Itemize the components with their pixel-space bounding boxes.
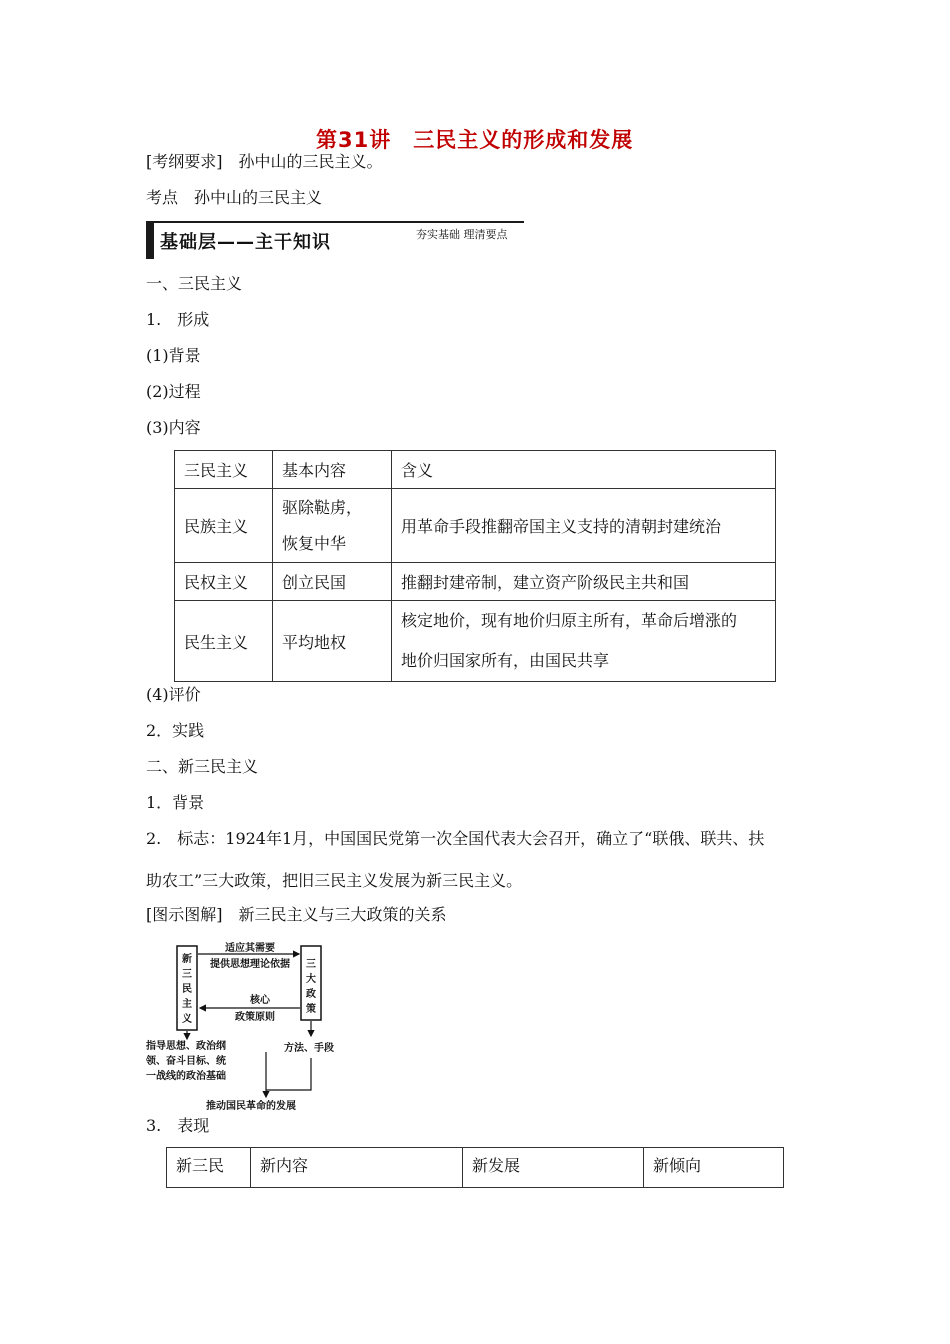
item-marker-line1: 2. 标志：1924年1月，中国国民党第一次全国代表大会召开，确立了“联俄、联共、扶: [146, 829, 765, 848]
item-manifestation: 3. 表现: [146, 1116, 210, 1135]
table-row: [175, 563, 776, 601]
item-evaluation: (4)评价: [146, 685, 201, 704]
left-box-char: 新: [182, 954, 192, 965]
new-principles-table: [166, 1147, 784, 1188]
left-box-char: 民: [182, 984, 192, 995]
item-background-2: 1．背景: [146, 793, 205, 812]
right-box-char: 三: [306, 959, 316, 970]
cell-line: 驱除鞑虏，: [282, 497, 363, 517]
left-note-line: 一战线的政治基础: [146, 1071, 226, 1082]
right-box-char: 政: [306, 989, 316, 1000]
table-header-cell: 新发展: [463, 1148, 644, 1188]
section-2-heading: 二、新三民主义: [146, 757, 259, 776]
section-1-heading: 一、三民主义: [146, 274, 243, 293]
table-header-cell: 新三民: [167, 1148, 251, 1188]
item-marker-line2: 助农工”三大政策，把旧三民主义发展为新三民主义。: [146, 871, 523, 890]
cell-line: 恢复中华: [282, 533, 347, 553]
item-process: (2)过程: [146, 382, 201, 401]
table-header-cell: 新内容: [251, 1148, 463, 1188]
page-title: 第31讲 三民主义的形成和发展: [316, 128, 634, 152]
left-box-char: 主: [182, 999, 192, 1010]
banner-block: [146, 221, 154, 259]
table-cell: 创立民国: [273, 563, 392, 601]
exam-requirement: [考纲要求] 孙中山的三民主义。: [146, 152, 383, 171]
cell-line: 地价归国家所有，由国民共享: [401, 651, 610, 670]
table-cell: 用革命手段推翻帝国主义支持的清朝封建统治: [392, 489, 776, 563]
item-content: (3)内容: [146, 418, 201, 437]
table-row: [175, 601, 776, 682]
cell-line: 核定地价，现有地价归原主所有，革命后增涨的: [401, 611, 738, 630]
right-note: 方法、手段: [284, 1043, 334, 1054]
diagram-caption: [图示图解] 新三民主义与三大政策的关系: [146, 905, 447, 924]
table-header-cell: 三民主义: [175, 451, 273, 489]
left-note-line: 领、奋斗目标、统: [146, 1056, 226, 1067]
table-row: [175, 489, 776, 563]
kaodian-heading: 考点 孙中山的三民主义: [146, 188, 323, 207]
item-2-practice: 2．实践: [146, 721, 205, 740]
table-cell: [392, 601, 776, 682]
table-header-cell: 基本内容: [273, 451, 392, 489]
right-box-char: 大: [306, 974, 316, 985]
bottom-arrow-label: 核心: [250, 995, 270, 1006]
bottom-arrow-label: 政策原则: [235, 1012, 275, 1023]
relationship-diagram: [140, 940, 360, 1115]
converge-line-right: [266, 1058, 311, 1090]
table-cell: 民族主义: [175, 489, 273, 563]
banner-title: 基础层——主干知识: [160, 232, 331, 253]
table-header-cell: 含义: [392, 451, 776, 489]
bottom-note: 推动国民革命的发展: [206, 1101, 296, 1112]
item-background: (1)背景: [146, 346, 201, 365]
table-cell: 推翻封建帝制，建立资产阶级民主共和国: [392, 563, 776, 601]
top-arrow-label: 提供思想理论依据: [210, 959, 290, 970]
top-arrow-label: 适应其需要: [225, 943, 275, 954]
item-1-formation: 1. 形成: [146, 310, 210, 329]
table-cell: [273, 489, 392, 563]
banner-subtitle: 夯实基础 理清要点: [416, 228, 508, 241]
left-box-char: 三: [182, 969, 192, 980]
right-box-char: 策: [306, 1004, 316, 1015]
banner-rule: [154, 221, 524, 223]
table-cell: 民生主义: [175, 601, 273, 682]
three-principles-table: [174, 450, 776, 682]
table-cell: 平均地权: [273, 601, 392, 682]
table-cell: 民权主义: [175, 563, 273, 601]
left-note-line: 指导思想、政治纲: [146, 1041, 226, 1052]
left-box-char: 义: [182, 1014, 192, 1025]
table-header-cell: 新倾向: [644, 1148, 784, 1188]
